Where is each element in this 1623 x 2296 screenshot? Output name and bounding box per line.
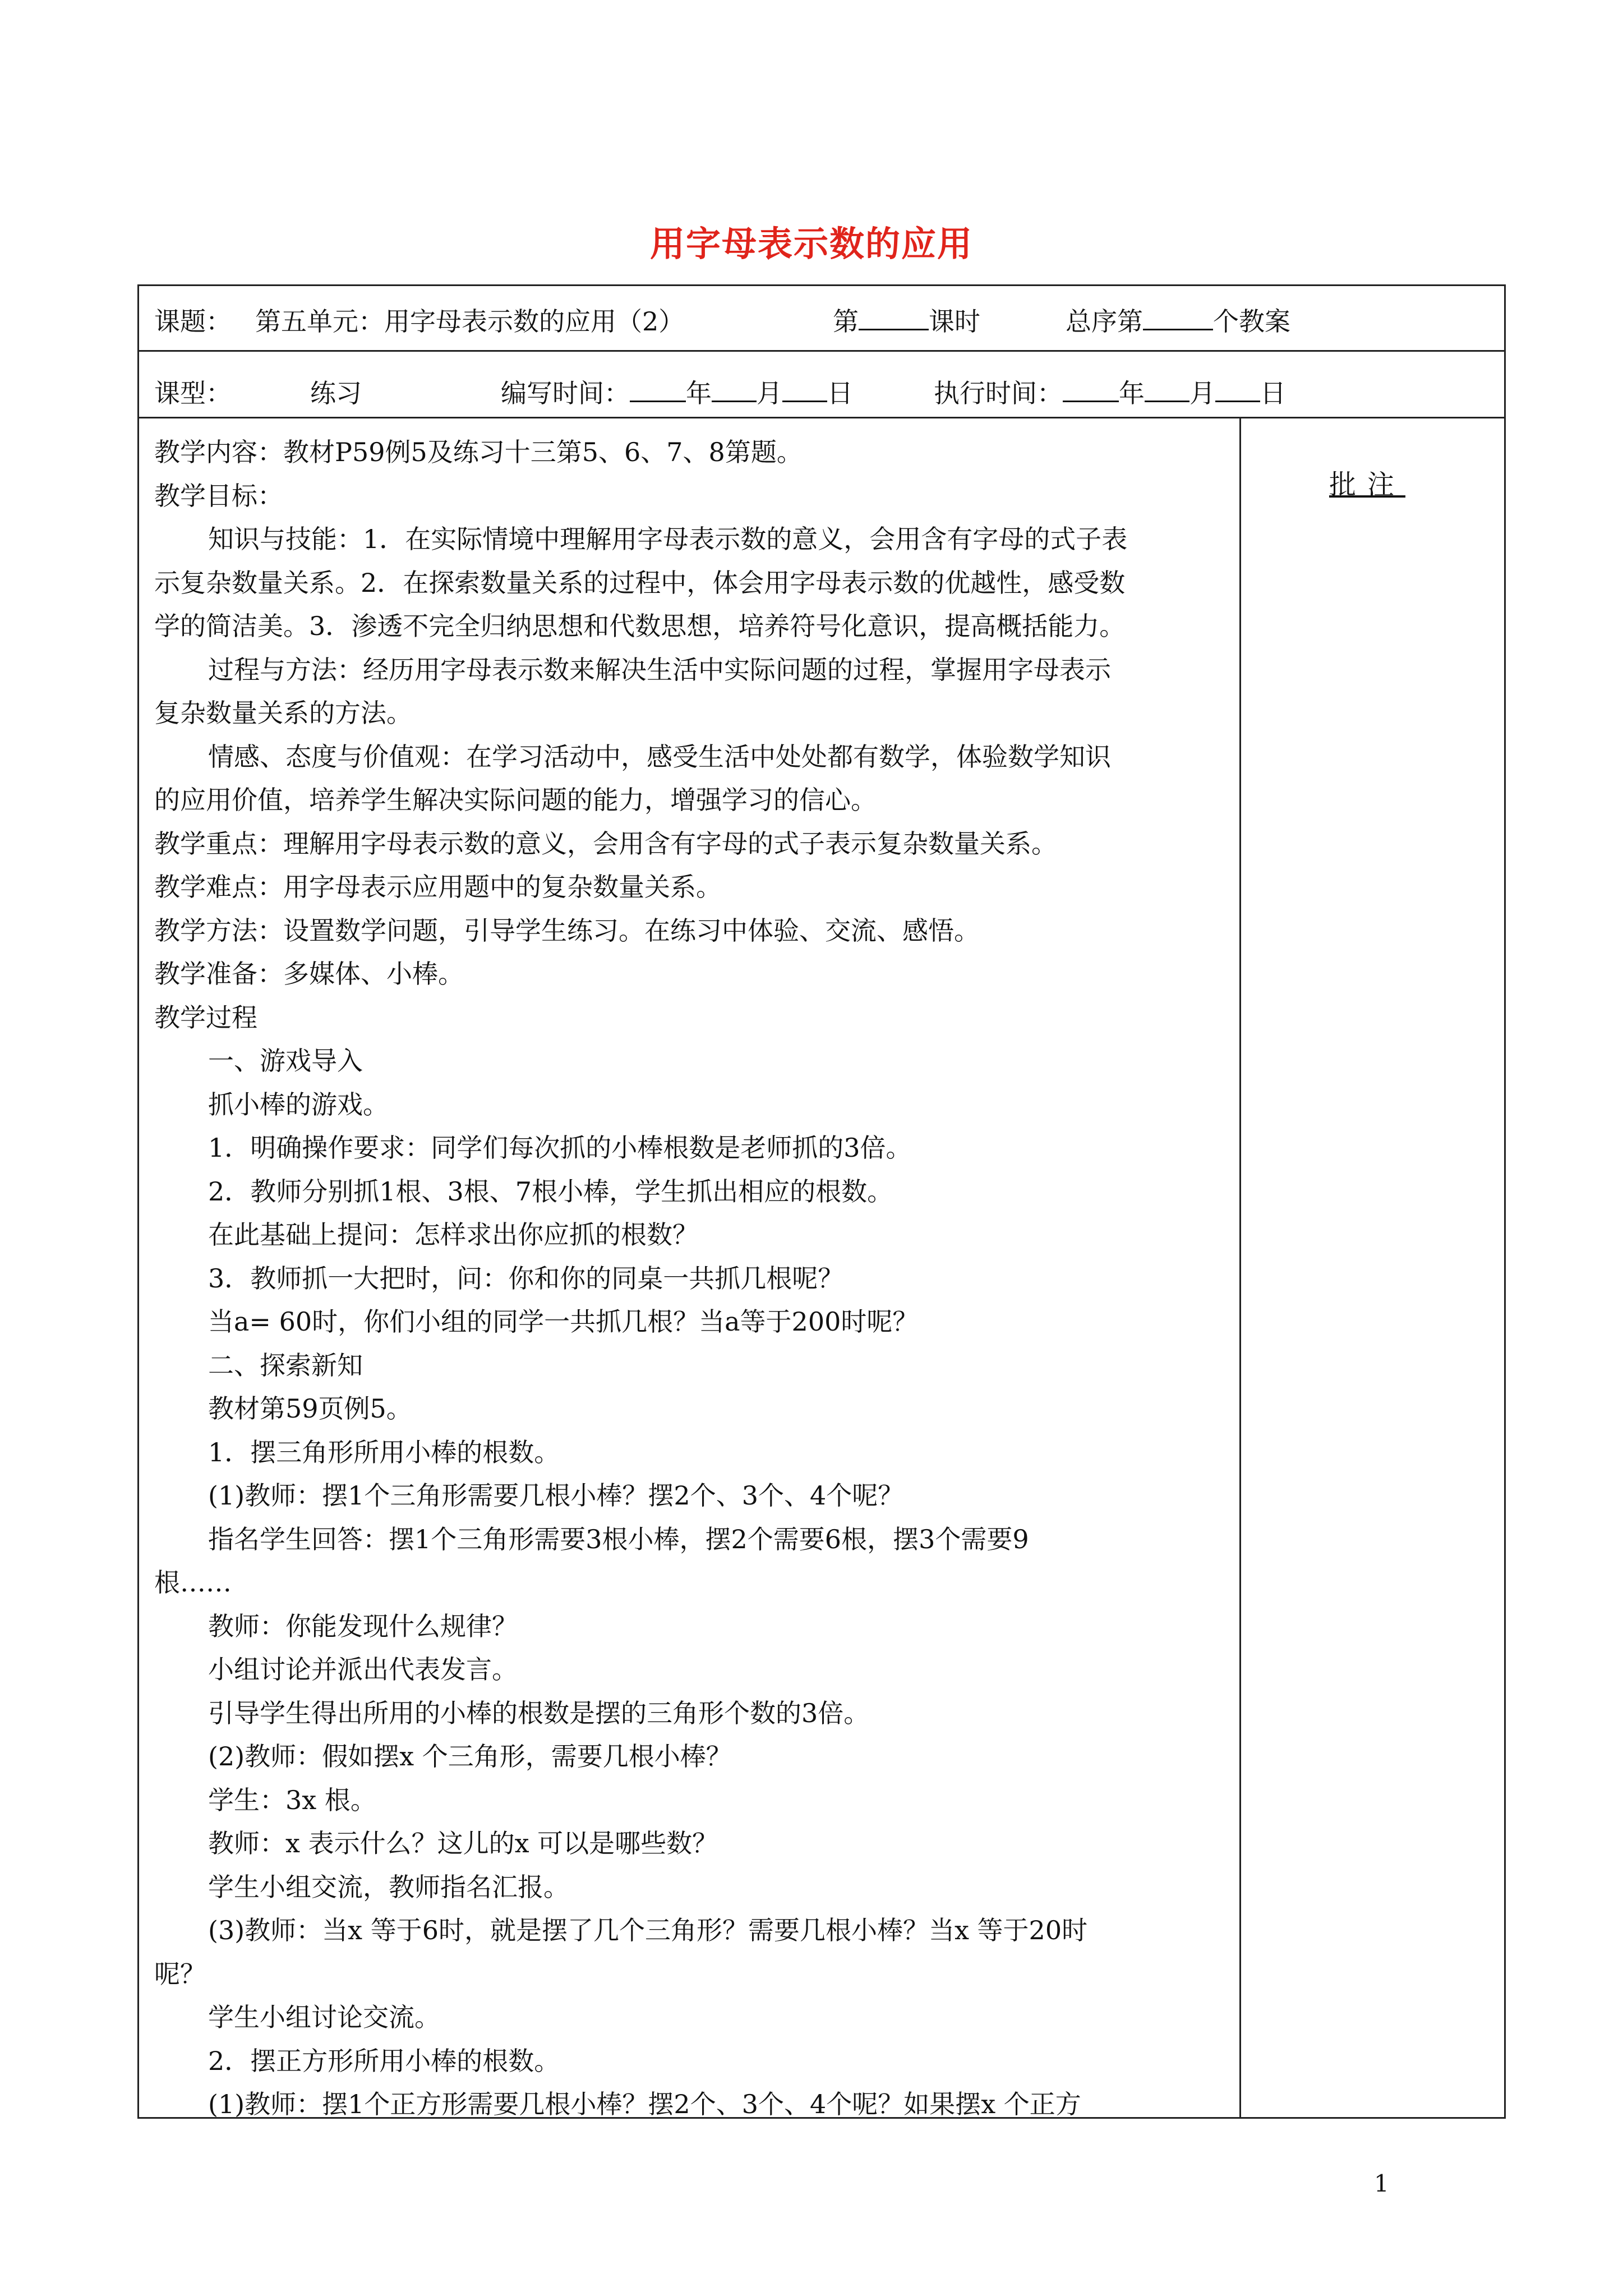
content-line: 示复杂数量关系。2．在探索数量关系的过程中，体会用字母表示数的优越性，感受数: [154, 567, 1126, 598]
content-line: 1．摆三角形所用小棒的根数。: [208, 1437, 560, 1467]
content-line: 的应用价值，培养学生解决实际问题的能力，增强学习的信心。: [154, 785, 877, 815]
content-line: 学生：3x 根。: [208, 1784, 376, 1815]
lesson-content: [154, 431, 1220, 2127]
total-sequence-field: 总序第 个教案: [1066, 306, 1290, 337]
content-line: 教师：x 表示什么？这儿的x 可以是哪些数？: [208, 1828, 718, 1858]
content-line: 教学过程: [154, 1002, 257, 1033]
notes-column-divider: [1239, 417, 1241, 2119]
content-line: 教学方法：设置数学问题，引导学生练习。在练习中体验、交流、感悟。: [154, 915, 980, 946]
content-line: 教学重点：理解用字母表示数的意义，会用含有字母的式子表示复杂数量关系。: [154, 828, 1057, 859]
type-label: 课型：: [154, 378, 232, 408]
content-line: (2)教师：假如摆x 个三角形，需要几根小棒？: [208, 1741, 732, 1772]
content-line: 小组讨论并派出代表发言。: [208, 1654, 518, 1685]
write-day-blank[interactable]: [782, 378, 827, 402]
content-line: (3)教师：当x 等于6时，就是摆了几个三角形？需要几根小棒？当x 等于20时: [208, 1915, 1088, 1945]
content-line: 引导学生得出所用的小棒的根数是摆的三角形个数的3倍。: [208, 1697, 870, 1728]
content-line: 1．明确操作要求：同学们每次抓的小棒根数是老师抓的3倍。: [208, 1133, 912, 1163]
content-line: 指名学生回答：摆1个三角形需要3根小棒，摆2个需要6根，摆3个需要9: [208, 1524, 1029, 1554]
exec-day-blank[interactable]: [1215, 378, 1260, 402]
write-month-blank[interactable]: [712, 378, 757, 402]
lesson-number-field: 第 课时: [833, 306, 980, 337]
write-time-field: 编写时间： 年 月 日: [501, 378, 853, 408]
content-line: 在此基础上提问：怎样求出你应抓的根数？: [208, 1220, 698, 1250]
content-line: 学生小组讨论交流。: [208, 2002, 440, 2032]
content-line: 学的简洁美。3．渗透不完全归纳思想和代数思想，培养符号化意识，提高概括能力。: [154, 611, 1126, 641]
content-line: 教学内容：教材P59例5及练习十三第5、6、7、8第题。: [154, 437, 803, 467]
content-line: 情感、态度与价值观：在学习活动中，感受生活中处处都有数学，体验数学知识: [208, 741, 1111, 772]
document-title: 用字母表示数的应用: [649, 223, 973, 264]
exec-month-blank[interactable]: [1145, 378, 1189, 402]
content-line: 教学准备：多媒体、小棒。: [154, 959, 464, 989]
lesson-number-blank[interactable]: [859, 306, 929, 330]
content-line: 2．教师分别抓1根、3根、7根小棒，学生抓出相应的根数。: [208, 1176, 893, 1207]
content-line: 2．摆正方形所用小棒的根数。: [208, 2045, 560, 2076]
content-line: 复杂数量关系的方法。: [154, 698, 412, 728]
notes-label: 批注: [1329, 469, 1406, 500]
content-line: 学生小组交流，教师指名汇报。: [208, 1871, 569, 1902]
content-line: 教学难点：用字母表示应用题中的复杂数量关系。: [154, 872, 722, 902]
content-line: (1)教师：摆1个三角形需要几根小棒？摆2个、3个、4个呢？: [208, 1480, 904, 1511]
content-line: 根……: [154, 1567, 232, 1598]
type-value: 练习: [310, 378, 362, 408]
content-line: 当a= 60时，你们小组的同学一共抓几根？当a等于200时呢？: [208, 1306, 919, 1337]
content-line: 知识与技能：1．在实际情境中理解用字母表示数的意义，会用含有字母的式子表: [208, 524, 1128, 554]
content-line: 过程与方法：经历用字母表示数来解决生活中实际问题的过程，掌握用字母表示: [208, 654, 1111, 685]
content-line: 呢？: [154, 1958, 206, 1989]
content-line: 教师：你能发现什么规律？: [208, 1611, 518, 1641]
content-line: 教材第59页例5。: [208, 1393, 412, 1424]
row-divider-1: [137, 350, 1506, 352]
row-divider-2: [137, 417, 1506, 418]
content-line: 抓小棒的游戏。: [208, 1089, 389, 1120]
content-line: 一、游戏导入: [208, 1046, 363, 1076]
write-year-blank[interactable]: [630, 378, 686, 402]
total-sequence-blank[interactable]: [1143, 306, 1213, 330]
content-line: 3．教师抓一大把时，问：你和你的同桌一共抓几根呢？: [208, 1263, 844, 1294]
exec-time-field: 执行时间： 年 月 日: [934, 378, 1286, 408]
exec-year-blank[interactable]: [1063, 378, 1119, 402]
content-line: (1)教师：摆1个正方形需要几根小棒？摆2个、3个、4个呢？如果摆x 个正方: [208, 2089, 1081, 2119]
subject-value: 第五单元：用字母表示数的应用（2）: [255, 306, 685, 337]
content-line: 教学目标：: [154, 480, 283, 511]
page-number: 1: [1374, 2170, 1389, 2197]
subject-label: 课题：: [154, 306, 232, 337]
content-line: 二、探索新知: [208, 1350, 363, 1381]
